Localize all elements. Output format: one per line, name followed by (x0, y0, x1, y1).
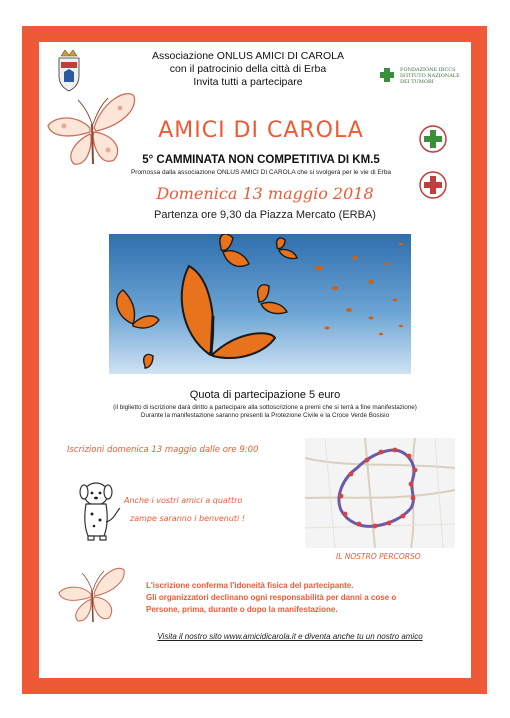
start-info: Partenza ore 9,30 da Piazza Mercato (ERBA) (154, 209, 376, 221)
route-label: IL NOSTRO PERCORSO (336, 552, 421, 561)
dog-icon (72, 478, 124, 542)
pets-line-2: zampe saranno i benvenuti ! (130, 514, 246, 523)
promo-line: Promossa dalla associazione ONLUS AMICI DI CAROLA che si svolgerà per le vie di Erba (130, 169, 392, 176)
croce-rossa-icon (418, 124, 448, 154)
croce-rossa-icon (418, 170, 448, 200)
green-cross-icon (378, 67, 396, 83)
fee-note-1: (il biglietto di iscrizione darà diritto a partecipare alla sottoscrizione a premi che si terrà a fine manifestazione) (113, 404, 417, 411)
route-map (305, 438, 455, 548)
disclaimer-line-3: Persone, prima, durante o dopo la manifestazione. (146, 605, 338, 614)
event-date: Domenica 13 maggio 2018 (156, 184, 374, 203)
pets-line-1: Anche i vostri amici a quattro (124, 496, 243, 505)
registration-info: Iscrizioni domenica 13 maggio dalle ore 9:00 (67, 445, 259, 455)
butterflies-photo (109, 234, 411, 374)
fee-line: Quota di partecipazione 5 euro (189, 389, 341, 401)
disclaimer-line-2: Gli organizzatori declinano ogni responsabilità per danni a cose o (146, 593, 397, 602)
disclaimer-line-1: L'iscrizione conferma l'idoneità fisica del partecipante. (146, 581, 354, 590)
header-line-1: Associazione ONLUS AMICI DI CAROLA (152, 50, 344, 62)
header-line-3: Invita tutti a partecipare (193, 76, 303, 88)
foundation-logo-text: FONDAZIONE IRCCS ISTITUTO NAZIONALE DEI TUMORI (400, 67, 460, 85)
page-title: AMICI DI CAROLA (158, 118, 364, 143)
walk-subtitle: 5° CAMMINATA NON COMPETITIVA DI KM.5 (142, 154, 380, 166)
fee-note-2: Durante la manifestazione saranno presenti la Protezione Civile e la Croce Verde Bosisio (140, 412, 390, 419)
website-link[interactable]: Visita il nostro sito www.amicidicarola.it e diventa anche tu un nostro amico (157, 632, 423, 641)
header-line-2: con il patrocinio della città di Erba (169, 63, 327, 75)
butterfly-icon (54, 562, 130, 630)
